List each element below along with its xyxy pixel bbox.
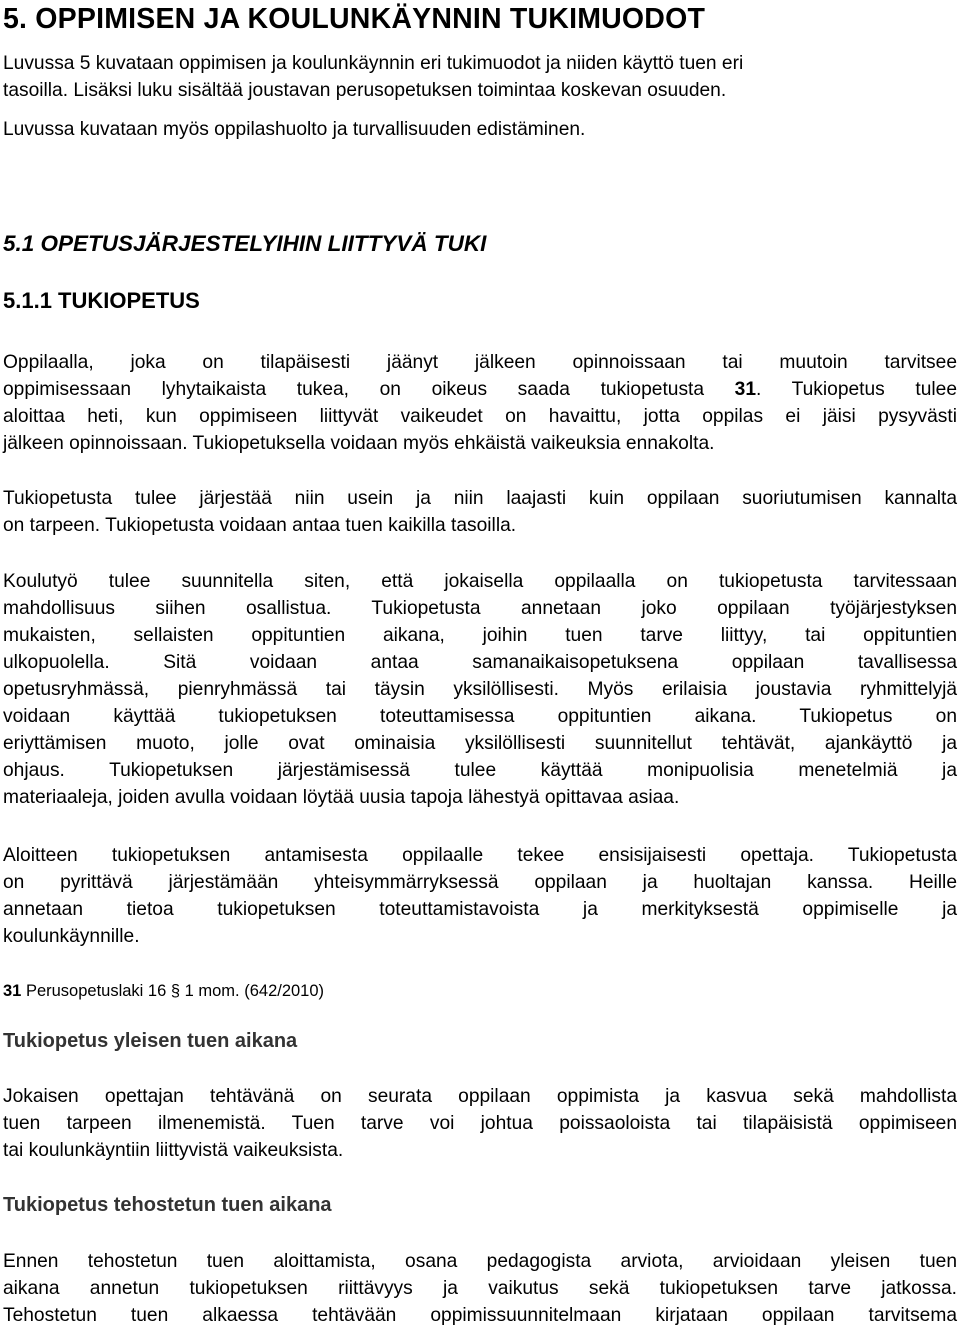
paragraph-line: opetusryhmässä, pienryhmässä tai täysin yksilöllisesti. Myös erilaisia joustavia ryhmittelyjä bbox=[3, 679, 957, 700]
paragraph-line: aikana annetun tukiopetuksen riittävyys ja vaikutus sekä tukiopetuksen tarve jatkossa. bbox=[3, 1278, 957, 1299]
paragraph-line: annetaan tietoa tukiopetuksen toteuttamistavoista ja merkityksestä oppimiselle ja bbox=[3, 899, 957, 920]
paragraph-line: Oppilaalla, joka on tilapäisesti jäänyt jälkeen opinnoissaan tai muutoin tarvitsee bbox=[3, 352, 957, 373]
paragraph-line: Tehostetun tuen alkaessa tehtävään oppimissuunnitelmaan kirjataan oppilaan tarvitsema bbox=[3, 1305, 957, 1326]
paragraph-text: oppimisessaan lyhytaikaista tukea, on oikeus saada tukiopetusta bbox=[3, 379, 735, 400]
intro-line: Luvussa kuvataan myös oppilashuolto ja turvallisuuden edistäminen. bbox=[3, 119, 586, 140]
paragraph-line bbox=[3, 376, 957, 403]
paragraph-line: koulunkäynnille. bbox=[3, 926, 140, 947]
section-heading-5-1-1: 5.1.1 TUKIOPETUS bbox=[3, 288, 200, 313]
paragraph-line: ulkopuolella. Sitä voidaan antaa samanaikaisopetuksena oppilaan tavallisessa bbox=[3, 652, 957, 673]
footnote bbox=[3, 980, 957, 1002]
intro-line: tasoilla. Lisäksi luku sisältää joustavan perusopetuksen toimintaa koskevan osuuden. bbox=[3, 80, 727, 101]
paragraph-line: jälkeen opinnoissaan. Tukiopetuksella voidaan myös ehkäistä vaikeuksia ennakolta. bbox=[3, 433, 715, 454]
paragraph-4 bbox=[3, 842, 957, 950]
intro-paragraph bbox=[3, 50, 957, 143]
paragraph-2 bbox=[3, 485, 957, 539]
paragraph-line: mukaisten, sellaisten oppituntien aikana, joihin tuen tarve liittyy, tai oppituntien bbox=[3, 625, 957, 646]
paragraph-line: voidaan käyttää tukiopetuksen toteuttamisessa oppituntien aikana. Tukiopetus on bbox=[3, 706, 957, 727]
paragraph-intensified-support bbox=[3, 1248, 957, 1329]
paragraph-line: on pyrittävä järjestämään yhteisymmärryksessä oppilaan ja huoltajan kanssa. Heille bbox=[3, 872, 957, 893]
paragraph-text: . Tukiopetus tulee bbox=[756, 379, 957, 400]
footnote-number: 31 bbox=[3, 982, 22, 1000]
paragraph-line: tuen tarpeen ilmenemistä. Tuen tarve voi johtua poissaoloista tai tilapäisistä oppimiseen bbox=[3, 1113, 957, 1134]
intro-line: Luvussa 5 kuvataan oppimisen ja koulunkäynnin eri tukimuodot ja niiden käyttö tuen eri bbox=[3, 53, 744, 74]
subheading-intensified-support: Tukiopetus tehostetun tuen aikana bbox=[3, 1194, 332, 1216]
paragraph-line: materiaaleja, joiden avulla voidaan löytää uusia tapoja lähestyä opittavaa asiaa. bbox=[3, 787, 680, 808]
paragraph-line: on tarpeen. Tukiopetusta voidaan antaa tuen kaikilla tasoilla. bbox=[3, 515, 517, 536]
paragraph-line: eriyttämisen muoto, jolle ovat ominaisia yksilöllisesti suunnitellut tehtävät, ajankäyttö ja bbox=[3, 733, 957, 754]
footnote-reference: 31 bbox=[734, 379, 757, 400]
paragraph-3 bbox=[3, 568, 957, 811]
paragraph-line: Jokaisen opettajan tehtävänä on seurata oppilaan oppimista ja kasvua sekä mahdollista bbox=[3, 1086, 957, 1107]
paragraph-line: ohjaus. Tukiopetuksen järjestämisessä tulee käyttää monipuolisia menetelmiä ja bbox=[3, 760, 957, 781]
paragraph-line: aloittaa heti, kun oppimiseen liittyvät vaikeudet on havaittu, jotta oppilas ei jäisi pysyvästi bbox=[3, 406, 957, 427]
footnote-text: Perusopetuslaki 16 § 1 mom. (642/2010) bbox=[21, 982, 325, 1000]
paragraph-line: mahdollisuus siihen osallistua. Tukiopetusta annetaan joko oppilaan työjärjestyksen bbox=[3, 598, 957, 619]
paragraph-line: Ennen tehostetun tuen aloittamista, osana pedagogista arviota, arvioidaan yleisen tuen bbox=[3, 1251, 957, 1272]
subheading-general-support: Tukiopetus yleisen tuen aikana bbox=[3, 1030, 298, 1052]
paragraph-1 bbox=[3, 349, 957, 457]
paragraph-line: tai koulunkäyntiin liittyvistä vaikeuksista. bbox=[3, 1140, 344, 1161]
paragraph-general-support bbox=[3, 1083, 957, 1164]
paragraph-line: Koulutyö tulee suunnitella siten, että jokaisella oppilaalla on tukiopetusta tarvitessaan bbox=[3, 571, 957, 592]
paragraph-line: Tukiopetusta tulee järjestää niin usein ja niin laajasti kuin oppilaan suoriutumisen kannalta bbox=[3, 488, 957, 509]
paragraph-line: Aloitteen tukiopetuksen antamisesta oppilaalle tekee ensisijaisesti opettaja. Tukiopetusta bbox=[3, 845, 957, 866]
chapter-heading: 5. OPPIMISEN JA KOULUNKÄYNNIN TUKIMUODOT bbox=[3, 3, 706, 35]
section-heading-5-1: 5.1 OPETUSJÄRJESTELYIHIN LIITTYVÄ TUKI bbox=[3, 231, 487, 256]
